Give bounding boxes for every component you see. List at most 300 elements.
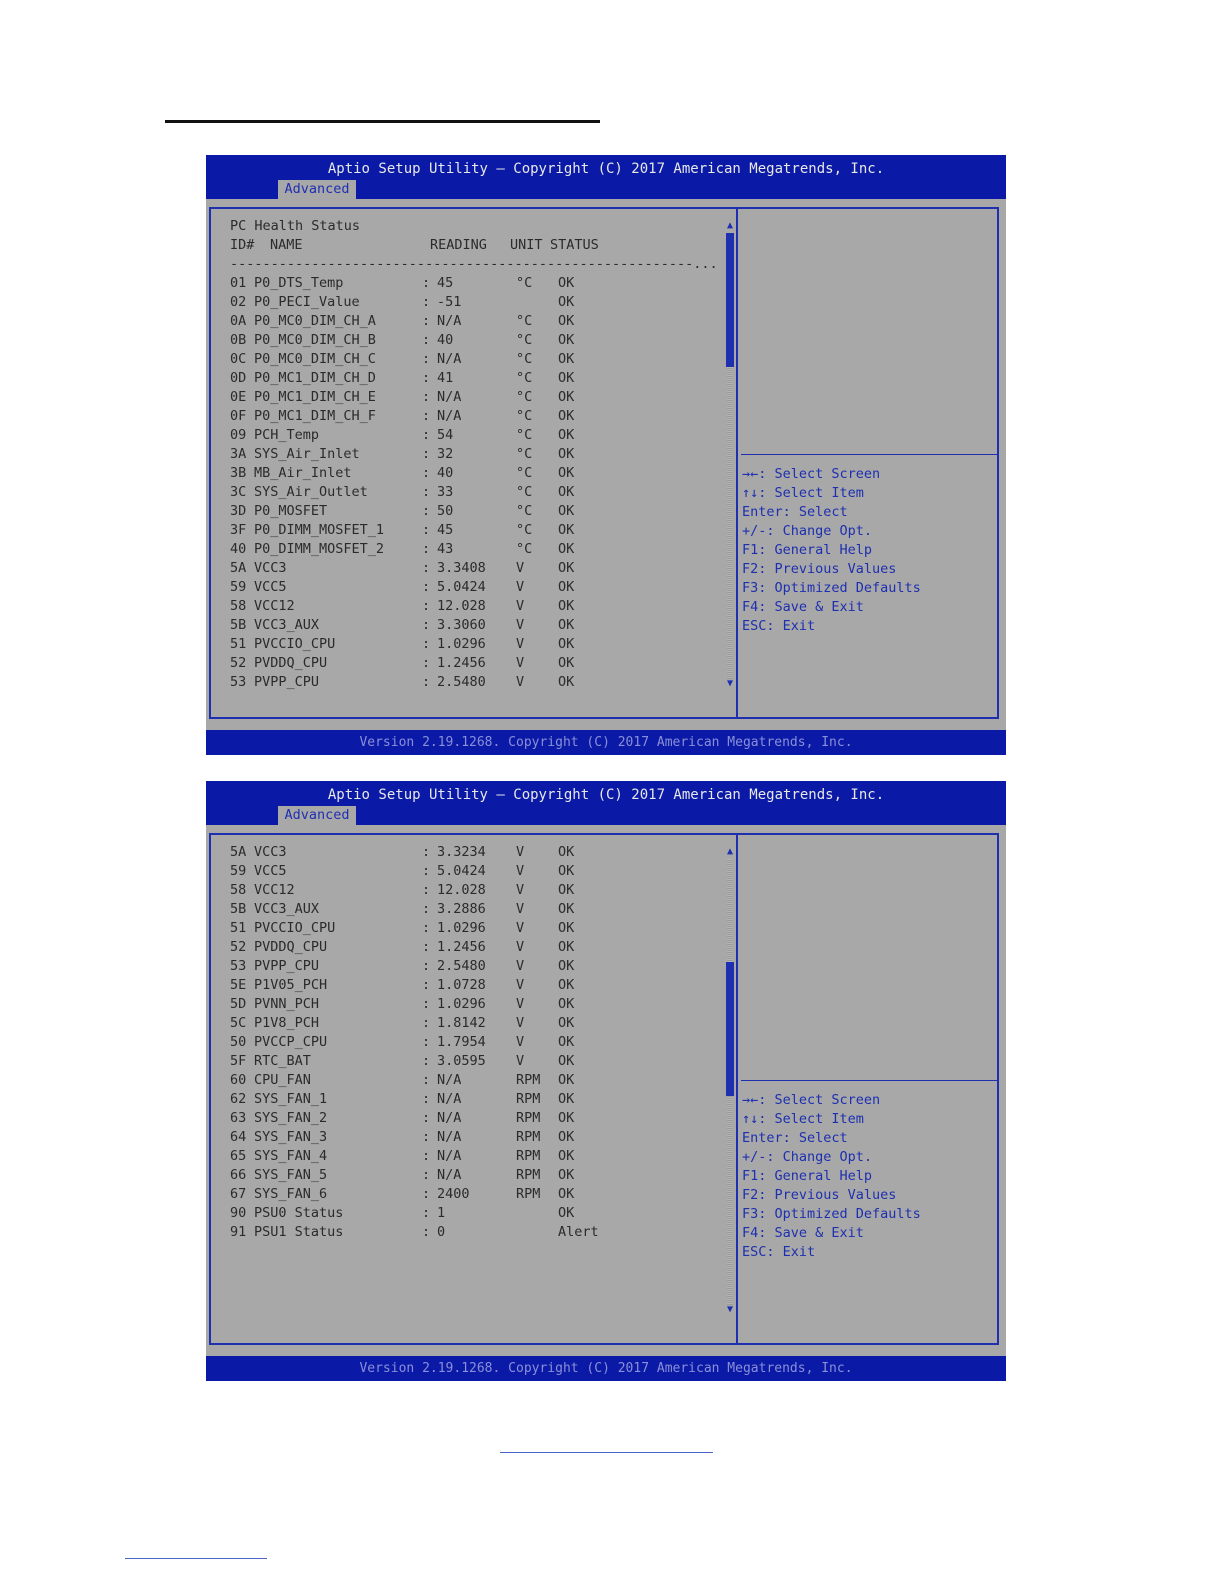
sensor-name: MB_Air_Inlet	[254, 465, 352, 481]
scrollbar-1[interactable]	[726, 221, 734, 691]
colon-separator: :	[422, 1110, 431, 1126]
sensor-status: OK	[558, 844, 575, 860]
sensor-unit: °C	[516, 446, 533, 462]
sensor-unit: RPM	[516, 1072, 541, 1088]
sensor-row[interactable]	[230, 426, 718, 445]
sensor-name: VCC5	[254, 579, 287, 595]
sensor-status: OK	[558, 1053, 575, 1069]
sensor-id: 3D	[230, 503, 247, 519]
sensor-reading: 3.3234	[437, 844, 486, 860]
sensor-reading: 1.2456	[437, 655, 486, 671]
sensor-row[interactable]	[230, 369, 718, 388]
sensor-status: OK	[558, 313, 575, 329]
sensor-id: 0A	[230, 313, 247, 329]
sensor-row[interactable]	[230, 521, 718, 540]
sensor-status: OK	[558, 332, 575, 348]
content-frame	[209, 833, 999, 1345]
sensor-id: 01	[230, 275, 247, 291]
help-key-line: +/-: Change Opt.	[742, 1149, 873, 1165]
help-separator	[741, 1080, 998, 1081]
sensor-status: OK	[558, 958, 575, 974]
sensor-reading: 32	[437, 446, 454, 462]
sensor-list	[230, 217, 718, 692]
sensor-status: OK	[558, 427, 575, 443]
colon-separator: :	[422, 598, 431, 614]
colon-separator: :	[422, 1034, 431, 1050]
sensor-status: OK	[558, 408, 575, 424]
sensor-status: OK	[558, 370, 575, 386]
tab-advanced[interactable]: Advanced	[278, 180, 356, 199]
sensor-reading: 3.2886	[437, 901, 486, 917]
help-key-line: F4: Save & Exit	[742, 1225, 864, 1241]
help-key-line: F2: Previous Values	[742, 1187, 897, 1203]
panel-divider	[736, 833, 738, 1345]
sensor-name: P0_MC1_DIM_CH_E	[254, 389, 376, 405]
sensor-id: 50	[230, 1034, 247, 1050]
sensor-id: 0E	[230, 389, 247, 405]
sensor-id: 52	[230, 655, 247, 671]
sensor-unit: °C	[516, 427, 533, 443]
sensor-status: Alert	[558, 1224, 599, 1240]
sensor-row[interactable]	[230, 464, 718, 483]
colon-separator: :	[422, 370, 431, 386]
panel-divider	[736, 207, 738, 719]
colon-separator: :	[422, 1129, 431, 1145]
sensor-id: 65	[230, 1148, 247, 1164]
sensor-status: OK	[558, 465, 575, 481]
sensor-unit: V	[516, 617, 525, 633]
sensor-unit: °C	[516, 408, 533, 424]
sensor-name: VCC3	[254, 560, 287, 576]
sensor-unit: V	[516, 1015, 525, 1031]
sensor-name: VCC3_AUX	[254, 901, 320, 917]
sensor-status: OK	[558, 996, 575, 1012]
sensor-row[interactable]	[230, 388, 718, 407]
sensor-status: OK	[558, 1015, 575, 1031]
sensor-id: 5B	[230, 617, 247, 633]
sensor-id: 40	[230, 541, 247, 557]
sensor-reading: 45	[437, 522, 454, 538]
sensor-status: OK	[558, 1167, 575, 1183]
sensor-status: OK	[558, 579, 575, 595]
version-footer: Version 2.19.1268. Copyright (C) 2017 American Megatrends, Inc.	[206, 1356, 1006, 1381]
sensor-unit: V	[516, 977, 525, 993]
scrollbar-2[interactable]	[726, 847, 734, 1317]
sensor-status: OK	[558, 389, 575, 405]
colon-separator: :	[422, 939, 431, 955]
sensor-name: PVDDQ_CPU	[254, 939, 328, 955]
sensor-reading: 3.3060	[437, 617, 486, 633]
sensor-status: OK	[558, 882, 575, 898]
sensor-unit: °C	[516, 522, 533, 538]
sensor-id: 3B	[230, 465, 247, 481]
sensor-name: VCC3_AUX	[254, 617, 320, 633]
help-key-line: →←: Select Screen	[742, 1092, 881, 1108]
colon-separator: :	[422, 863, 431, 879]
sensor-reading: N/A	[437, 1129, 462, 1145]
sensor-status: OK	[558, 598, 575, 614]
sensor-reading: 33	[437, 484, 454, 500]
colon-separator: :	[422, 294, 431, 310]
sensor-unit: °C	[516, 503, 533, 519]
sensor-name: P1V05_PCH	[254, 977, 328, 993]
sensor-name: PSU0 Status	[254, 1205, 344, 1221]
sensor-status: OK	[558, 1091, 575, 1107]
sensor-unit: V	[516, 1034, 525, 1050]
sensor-id: 5D	[230, 996, 247, 1012]
sensor-unit: °C	[516, 465, 533, 481]
help-key-line: F1: General Help	[742, 542, 873, 558]
sensor-reading: 12.028	[437, 598, 486, 614]
sensor-unit: V	[516, 655, 525, 671]
sensor-unit: V	[516, 996, 525, 1012]
sensor-unit: V	[516, 598, 525, 614]
column-header	[230, 236, 718, 255]
sensor-id: 63	[230, 1110, 247, 1126]
sensor-name: P0_MC1_DIM_CH_F	[254, 408, 376, 424]
colon-separator: :	[422, 1091, 431, 1107]
scroll-thumb[interactable]	[726, 233, 734, 367]
sensor-name: PVCCIO_CPU	[254, 636, 336, 652]
sensor-name: SYS_FAN_2	[254, 1110, 328, 1126]
colon-separator: :	[422, 579, 431, 595]
sensor-row[interactable]	[230, 578, 718, 597]
help-key-line: Enter: Select	[742, 504, 848, 520]
sensor-id: 53	[230, 674, 247, 690]
sensor-unit: V	[516, 674, 525, 690]
sensor-name: PCH_Temp	[254, 427, 320, 443]
colon-separator: :	[422, 996, 431, 1012]
sensor-unit: °C	[516, 351, 533, 367]
sensor-name: VCC12	[254, 598, 295, 614]
help-key-line: ↑↓: Select Item	[742, 485, 864, 501]
colon-separator: :	[422, 503, 431, 519]
colon-separator: :	[422, 1167, 431, 1183]
column-unit: UNIT	[510, 237, 543, 253]
sensor-status: OK	[558, 522, 575, 538]
sensor-reading: N/A	[437, 351, 462, 367]
sensor-id: 5E	[230, 977, 247, 993]
sensor-status: OK	[558, 1034, 575, 1050]
sensor-reading: 5.0424	[437, 863, 486, 879]
sensor-id: 64	[230, 1129, 247, 1145]
sensor-unit: °C	[516, 541, 533, 557]
help-key-line: →←: Select Screen	[742, 466, 881, 482]
colon-separator: :	[422, 1224, 431, 1240]
column-id: ID#	[230, 237, 255, 253]
colon-separator: :	[422, 1148, 431, 1164]
sensor-reading: 50	[437, 503, 454, 519]
scroll-up-icon[interactable]: ▲	[726, 846, 734, 857]
sensor-status: OK	[558, 1072, 575, 1088]
sensor-name: PVNN_PCH	[254, 996, 320, 1012]
sensor-unit: RPM	[516, 1129, 541, 1145]
sensor-id: 5B	[230, 901, 247, 917]
colon-separator: :	[422, 541, 431, 557]
sensor-unit: V	[516, 882, 525, 898]
column-name: NAME	[270, 237, 303, 253]
colon-separator: :	[422, 636, 431, 652]
sensor-reading: 1.8142	[437, 1015, 486, 1031]
colon-separator: :	[422, 1072, 431, 1088]
sensor-name: SYS_FAN_4	[254, 1148, 328, 1164]
sensor-name: SYS_FAN_6	[254, 1186, 328, 1202]
sensor-name: SYS_FAN_5	[254, 1167, 328, 1183]
sensor-reading: 1.0296	[437, 920, 486, 936]
sensor-status: OK	[558, 655, 575, 671]
sensor-unit: V	[516, 844, 525, 860]
sensor-id: 58	[230, 598, 247, 614]
sensor-name: PVCCP_CPU	[254, 1034, 328, 1050]
sensor-status: OK	[558, 1186, 575, 1202]
page-footnote-rule	[125, 1558, 267, 1559]
header-separator: ---------------------------------------------------------...	[230, 256, 718, 272]
sensor-unit: °C	[516, 332, 533, 348]
colon-separator: :	[422, 674, 431, 690]
sensor-unit: RPM	[516, 1148, 541, 1164]
sensor-name: P0_DTS_Temp	[254, 275, 344, 291]
column-reading: READING	[430, 237, 487, 253]
sensor-name: SYS_Air_Outlet	[254, 484, 368, 500]
sensor-reading: 12.028	[437, 882, 486, 898]
sensor-reading: 2400	[437, 1186, 470, 1202]
sensor-status: OK	[558, 560, 575, 576]
sensor-status: OK	[558, 541, 575, 557]
sensor-row[interactable]	[230, 312, 718, 331]
scroll-thumb[interactable]	[726, 962, 734, 1096]
sensor-name: P0_DIMM_MOSFET_2	[254, 541, 385, 557]
colon-separator: :	[422, 655, 431, 671]
sensor-id: 90	[230, 1205, 247, 1221]
sensor-reading: 1	[437, 1205, 446, 1221]
page-rule-top	[165, 120, 600, 123]
sensor-reading: N/A	[437, 1091, 462, 1107]
sensor-id: 0F	[230, 408, 247, 424]
sensor-row[interactable]	[230, 445, 718, 464]
sensor-name: P0_PECI_Value	[254, 294, 360, 310]
colon-separator: :	[422, 522, 431, 538]
colon-separator: :	[422, 977, 431, 993]
help-key-line: ESC: Exit	[742, 1244, 816, 1260]
help-key-line: F4: Save & Exit	[742, 599, 864, 615]
sensor-row[interactable]	[230, 350, 718, 369]
sensor-reading: 3.3408	[437, 560, 486, 576]
colon-separator: :	[422, 275, 431, 291]
sensor-id: 3F	[230, 522, 247, 538]
sensor-name: VCC3	[254, 844, 287, 860]
sensor-id: 5A	[230, 560, 247, 576]
sensor-id: 66	[230, 1167, 247, 1183]
sensor-name: CPU_FAN	[254, 1072, 311, 1088]
sensor-reading: N/A	[437, 1110, 462, 1126]
colon-separator: :	[422, 1205, 431, 1221]
sensor-reading: 41	[437, 370, 454, 386]
sensor-reading: 1.0728	[437, 977, 486, 993]
sensor-reading: 45	[437, 275, 454, 291]
sensor-reading: -51	[437, 294, 462, 310]
colon-separator: :	[422, 617, 431, 633]
sensor-reading: 43	[437, 541, 454, 557]
sensor-unit: RPM	[516, 1091, 541, 1107]
sensor-unit: V	[516, 1053, 525, 1069]
colon-separator: :	[422, 920, 431, 936]
sensor-name: SYS_Air_Inlet	[254, 446, 360, 462]
sensor-name: VCC12	[254, 882, 295, 898]
sensor-unit: °C	[516, 275, 533, 291]
scroll-down-icon[interactable]: ▼	[726, 1304, 734, 1315]
colon-separator: :	[422, 882, 431, 898]
sensor-name: P0_DIMM_MOSFET_1	[254, 522, 385, 538]
sensor-id: 0B	[230, 332, 247, 348]
title-bar	[206, 781, 1006, 825]
bios-screen-2	[206, 781, 1006, 1381]
sensor-unit: °C	[516, 370, 533, 386]
colon-separator: :	[422, 1015, 431, 1031]
sensor-status: OK	[558, 863, 575, 879]
sensor-unit: °C	[516, 389, 533, 405]
sensor-id: 62	[230, 1091, 247, 1107]
sensor-name: P0_MC0_DIM_CH_C	[254, 351, 376, 367]
sensor-status: OK	[558, 617, 575, 633]
page-link-rule	[500, 1452, 713, 1453]
sensor-row[interactable]	[230, 635, 718, 654]
help-key-line: F2: Previous Values	[742, 561, 897, 577]
sensor-name: SYS_FAN_1	[254, 1091, 328, 1107]
sensor-reading: 1.2456	[437, 939, 486, 955]
colon-separator: :	[422, 408, 431, 424]
help-key-line: +/-: Change Opt.	[742, 523, 873, 539]
sensor-reading: 40	[437, 465, 454, 481]
sensor-name: RTC_BAT	[254, 1053, 311, 1069]
sensor-row[interactable]	[230, 483, 718, 502]
help-panel	[742, 1091, 921, 1262]
sensor-row[interactable]	[230, 407, 718, 426]
sensor-reading: 0	[437, 1224, 446, 1240]
sensor-row[interactable]	[230, 616, 718, 635]
sensor-row[interactable]	[230, 502, 718, 521]
colon-separator: :	[422, 313, 431, 329]
sensor-status: OK	[558, 275, 575, 291]
sensor-id: 52	[230, 939, 247, 955]
version-footer: Version 2.19.1268. Copyright (C) 2017 American Megatrends, Inc.	[206, 730, 1006, 755]
sensor-name: PVCCIO_CPU	[254, 920, 336, 936]
sensor-name: P1V8_PCH	[254, 1015, 320, 1031]
colon-separator: :	[422, 484, 431, 500]
colon-separator: :	[422, 389, 431, 405]
help-key-line: F1: General Help	[742, 1168, 873, 1184]
sensor-row[interactable]	[230, 274, 718, 293]
sensor-unit: RPM	[516, 1186, 541, 1202]
sensor-unit: RPM	[516, 1167, 541, 1183]
sensor-unit: V	[516, 958, 525, 974]
sensor-id: 5C	[230, 1015, 247, 1031]
sensor-row[interactable]	[230, 673, 718, 692]
window-title: Aptio Setup Utility – Copyright (C) 2017 American Megatrends, Inc.	[327, 161, 885, 177]
title-bar	[206, 155, 1006, 199]
sensor-reading: 1.0296	[437, 996, 486, 1012]
help-separator	[741, 454, 998, 455]
help-panel	[742, 465, 921, 636]
sensor-unit: °C	[516, 313, 533, 329]
sensor-name: PSU1 Status	[254, 1224, 344, 1240]
sensor-row[interactable]	[230, 331, 718, 350]
sensor-id: 0C	[230, 351, 247, 367]
colon-separator: :	[422, 427, 431, 443]
sensor-name: VCC5	[254, 863, 287, 879]
sensor-id: 5A	[230, 844, 247, 860]
sensor-reading: 5.0424	[437, 579, 486, 595]
sensor-reading: 40	[437, 332, 454, 348]
sensor-status: OK	[558, 503, 575, 519]
colon-separator: :	[422, 351, 431, 367]
sensor-id: 5F	[230, 1053, 247, 1069]
scroll-down-icon[interactable]: ▼	[726, 678, 734, 689]
sensor-id: 51	[230, 636, 247, 652]
sensor-row[interactable]	[230, 597, 718, 616]
sensor-id: 67	[230, 1186, 247, 1202]
sensor-name: SYS_FAN_3	[254, 1129, 328, 1145]
colon-separator: :	[422, 958, 431, 974]
sensor-row[interactable]	[230, 540, 718, 559]
colon-separator: :	[422, 560, 431, 576]
sensor-status: OK	[558, 977, 575, 993]
sensor-status: OK	[558, 484, 575, 500]
sensor-reading: 1.7954	[437, 1034, 486, 1050]
sensor-id: 59	[230, 579, 247, 595]
sensor-status: OK	[558, 920, 575, 936]
column-status: STATUS	[550, 237, 599, 253]
sensor-status: OK	[558, 1148, 575, 1164]
tab-advanced[interactable]: Advanced	[278, 806, 356, 825]
sensor-status: OK	[558, 636, 575, 652]
sensor-row[interactable]	[230, 293, 718, 312]
sensor-id: 53	[230, 958, 247, 974]
sensor-name: P0_MC0_DIM_CH_A	[254, 313, 376, 329]
sensor-reading: N/A	[437, 313, 462, 329]
sensor-id: 91	[230, 1224, 247, 1240]
scroll-up-icon[interactable]: ▲	[726, 220, 734, 231]
sensor-reading: 54	[437, 427, 454, 443]
help-key-line: F3: Optimized Defaults	[742, 1206, 921, 1222]
sensor-status: OK	[558, 1129, 575, 1145]
colon-separator: :	[422, 446, 431, 462]
sensor-reading: N/A	[437, 1072, 462, 1088]
sensor-row[interactable]	[230, 654, 718, 673]
colon-separator: :	[422, 1053, 431, 1069]
sensor-status: OK	[558, 1110, 575, 1126]
sensor-row[interactable]	[230, 559, 718, 578]
help-key-line: ↑↓: Select Item	[742, 1111, 864, 1127]
sensor-status: OK	[558, 351, 575, 367]
sensor-id: 60	[230, 1072, 247, 1088]
sensor-name: PVPP_CPU	[254, 674, 320, 690]
sensor-unit: V	[516, 560, 525, 576]
section-title: PC Health Status	[230, 218, 361, 234]
sensor-status: OK	[558, 901, 575, 917]
sensor-name: P0_MC0_DIM_CH_B	[254, 332, 376, 348]
sensor-id: 3A	[230, 446, 247, 462]
sensor-unit: V	[516, 939, 525, 955]
sensor-reading: 1.0296	[437, 636, 486, 652]
sensor-reading: N/A	[437, 389, 462, 405]
sensor-id: 0D	[230, 370, 247, 386]
sensor-reading: N/A	[437, 1148, 462, 1164]
sensor-reading: 2.5480	[437, 674, 486, 690]
bios-screen-1	[206, 155, 1006, 755]
sensor-name: P0_MC1_DIM_CH_D	[254, 370, 376, 386]
sensor-reading: 3.0595	[437, 1053, 486, 1069]
sensor-unit: V	[516, 636, 525, 652]
